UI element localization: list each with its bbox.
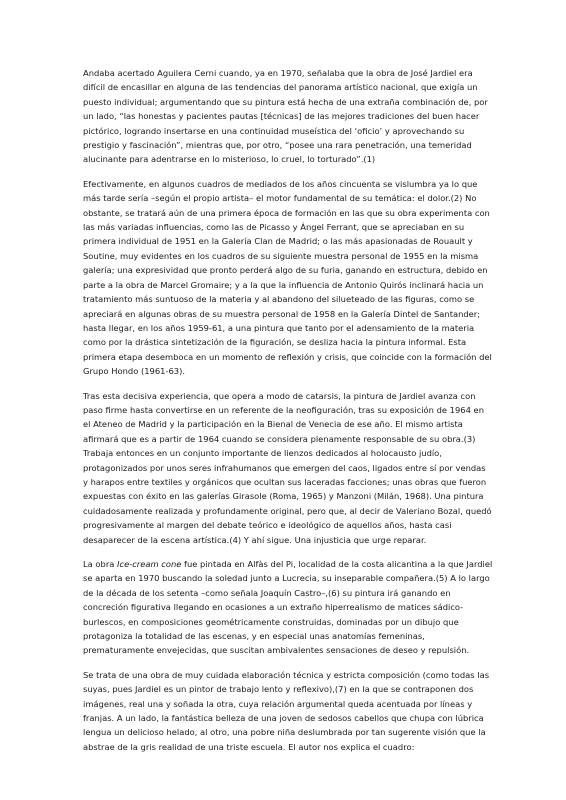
paragraph-4 [83,557,493,658]
paragraph-5: Se trata de una obra de muy cuidada elaboración técnica y estricta composición (como todas las suyas, pues Jardiel es un pintor de trabajo lento y reflexivo),(7) en la que se contraponen dos imágenes, real una y soñada la otra, cuya relación argumental queda acentuada por líneas y franjas. A un lado, la fantástica belleza de una joven de sedosos cabellos que chupa con lúbrica lengua un delicioso helado, al otro, una pobre niña deslumbrada por tan sugerente visión que la abstrae de la gris realidad de una triste escuela. El autor nos explica el cuadro: [83,669,490,752]
paragraph-4-text-after: fue pintada en Alfàs del Pi, localidad de la costa alicantina a la que Jardiel se aparta en 1970 buscando la soledad junto a Lucrecia, su inseparable compañera.(5) A lo largo de la década de los setenta –como señala Joaquín Castro–,(6) su pintura irá ganando en concreción figurativa llegando en ocasiones a un extraño hiperrealismo de matices sádico-burlescos, en composiciones geométricamente construidas, dominadas por un dibujo que protagoniza la totalidad de las escenas, y en especial unas anatomías femeninas, prematuramente envejecidas, que suscitan ambivalentes sensaciones de deseo y repulsión. [83,559,493,656]
paragraph-3: Tras esta decisiva experiencia, que opera a modo de catarsis, la pintura de Jardiel avanza con paso firme hasta convertirse en un referente de la neofiguración, tras su exposición de 1964 en el Ateneo de Madrid y la participación en la Bienal de Venecia de ese año. El mismo artista afirmará que es a partir de 1964 cuando se considera plenamente responsable de su obra.(3) Trabaja entonces en un conjunto importante de lienzos dedicados al holocausto judío, protagonizados por unos seres infrahumanos que emergen del caos, ligados entre sí por vendas y harapos entre textiles y orgánicos que ocultan sus laceradas facciones; unas obras que fueron expuestas con éxito en las galerías Girasole (Roma, 1965) y Manzoni (Milán, 1968). Una pintura cuidadosamente realizada y profundamente original, pero que, al decir de Valeriano Bozal, quedó progresivamente al margen del debate teórico e ideológico de aquellos años, hasta casi desaparecer de la escena artística.(4) Y ahí sigue. Una injusticia que urge reparar. [83,390,492,545]
paragraph-1: Andaba acertado Aguilera Cerni cuando, ya en 1970, señalaba que la obra de José Jardiel era difícil de encasillar en alguna de las tendencias del panorama artístico nacional, que exigía un puesto individual; argumentando que su pintura está hecha de una extraña combinación de, por un lado, “las honestas y pacientes pautas [técnicas] de las mejores tradiciones del buen hacer pictórico, logrando insertarse en una continuidad museística del ‘oficio’ y aprovechando su prestigio y fascinación”, mientras que, por otro, “posee una rara penetración, una temeridad alucinante para adentrarse en lo misterioso, lo cruel, lo torturado”.(1) [83,68,488,165]
artwork-title: Ice-cream cone [117,559,182,569]
paragraph-2: Efectivamente, en algunos cuadros de mediados de los años cincuenta se vislumbra ya lo que más tarde sería –según el propio artista– el motor fundamental de su temática: el dolor.(2) No obstante, se tratará aún de una primera época de formación en las que su obra experimenta con las más variadas influencias, como las de Picasso y Ángel Ferrant, que se apreciaban en su primera individual de 1951 en la Galería Clan de Madrid; o las más apasionadas de Rouault y Soutine, muy evidentes en los cuadros de su siguiente muestra personal de 1955 en la misma galería; una expresividad que pronto perderá algo de su furia, ganando en estructura, debido en parte a la obra de Marcel Gromaire; y a la que la influencia de Antonio Quirós inclinará hacia un tratamiento más suntuoso de la materia y al abandono del silueteado de las figuras, como se apreciará en algunas obras de su muestra personal de 1958 en la Galería Dintel de Santander; hasta llegar, en los años 1959-61, a una pintura que tanto por el adensamiento de la materia como por la drástica sintetización de la figuración, se desliza hacia la pintura informal. Esta primera etapa desemboca en un momento de reflexión y crisis, que coincide con la formación del Grupo Hondo (1961-63). [83,178,492,377]
paragraph-4-text-before: La obra [83,559,118,569]
document-page [83,66,493,754]
